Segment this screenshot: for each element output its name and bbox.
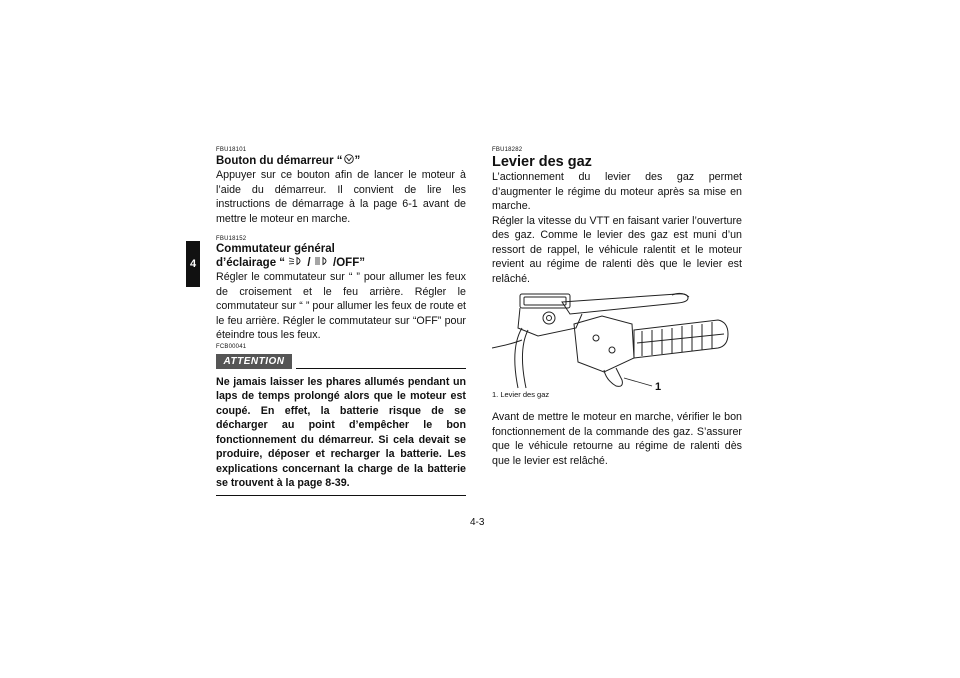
light-switch-heading-line1: Commutateur général bbox=[216, 243, 335, 255]
attention-code: FCB00041 bbox=[216, 343, 247, 350]
figure-caption: 1. Levier des gaz bbox=[492, 390, 550, 399]
starter-body: Appuyer sur ce bouton afin de lancer le moteur à l’aide du démarreur. Il convient de lire les instructions de démarrage à la page 6-1 avant de mettre le moteur en marche. bbox=[216, 169, 466, 225]
light-switch-heading-line2 bbox=[216, 256, 466, 270]
attention-header bbox=[216, 353, 466, 371]
attention-rule bbox=[296, 368, 466, 370]
section-code: FBU18282 bbox=[492, 147, 523, 153]
starter-heading bbox=[216, 154, 466, 168]
starter-heading-text: Bouton du démarreur “ bbox=[216, 155, 343, 167]
heading-slash: / bbox=[304, 257, 314, 269]
throttle-body-2: Régler la vitesse du VTT en faisant varier l’ouverture des gaz. Comme le levier des gaz est muni d’un ressort de rappel, le véhicule ralentit et le moteur revient au régime de ralenti dès que le levier est relâché. bbox=[492, 214, 742, 285]
throttle-body-1: L’actionnement du levier des gaz permet d’augmenter le régime du moteur après sa mise en marche. bbox=[492, 171, 742, 212]
attention-bottom-rule bbox=[216, 495, 466, 497]
section-code: FBU18152 bbox=[216, 236, 247, 242]
attention-text: Ne jamais laisser les phares allumés pendant un laps de temps prolongé alors que le moteur est coupé. En effet, la batterie risque de se décharger au point d’empêcher le bon fonctionnement du démarreur. Si cela devait se produire, déposer et recharger la batterie. Les explications concernant la charge de la batterie se trouvent à la page 8-39. bbox=[216, 375, 466, 489]
low-beam-icon bbox=[288, 256, 304, 270]
start-button-icon bbox=[343, 154, 355, 168]
heading-suffix: /OFF” bbox=[329, 257, 365, 269]
attention-badge: ATTENTION bbox=[216, 354, 292, 369]
heading-prefix: d’éclairage “ bbox=[216, 257, 289, 269]
left-column bbox=[216, 147, 466, 496]
chapter-tab bbox=[186, 241, 200, 287]
chapter-number: 4 bbox=[189, 258, 197, 270]
page-number: 4-3 bbox=[470, 517, 485, 528]
figure-callout: 1 bbox=[655, 381, 662, 390]
throttle-body-3: Avant de mettre le moteur en marche, vérifier le bon fonctionnement de la commande des gaz. S’assurer que le véhicule retourne au régime de ralenti dès que le levier est relâché. bbox=[492, 411, 742, 467]
high-beam-icon bbox=[314, 256, 330, 270]
throttle-heading: Levier des gaz bbox=[492, 154, 592, 170]
section-code: FBU18101 bbox=[216, 147, 247, 153]
starter-heading-close: ” bbox=[354, 155, 361, 167]
light-switch-body: Régler le commutateur sur “ ” pour allumer les feux de croisement et le feu arrière. Régler le commutateur sur “ ” pour allumer les feux de route et le feu arrière. Régler le commutateur sur “OFF” pour éteindre tous les feux. bbox=[216, 271, 466, 341]
throttle-lever-figure bbox=[492, 288, 742, 390]
handlebar-illustration bbox=[492, 288, 742, 390]
right-column bbox=[492, 147, 742, 468]
